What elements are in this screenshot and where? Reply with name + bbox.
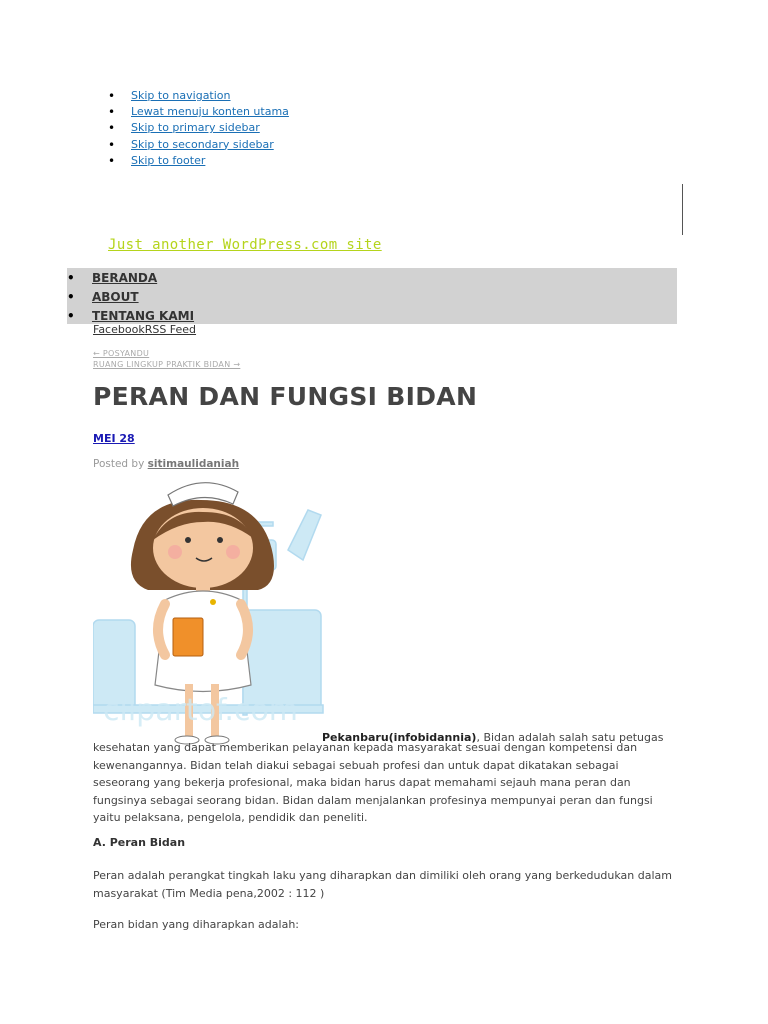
skip-link-item	[108, 120, 289, 136]
post-date-link[interactable]: MEI 28	[93, 432, 135, 445]
skip-to-secondary-sidebar-link[interactable]: Skip to secondary sidebar	[131, 137, 274, 151]
main-navigation	[67, 269, 194, 326]
skip-link-item	[108, 137, 289, 153]
skip-to-content-link[interactable]: Lewat menuju konten utama	[131, 105, 289, 119]
lead-bold-text: Pekanbaru(infobidannia)	[322, 731, 477, 744]
skip-link-item	[108, 104, 289, 120]
social-links	[93, 323, 196, 336]
post-paragraph-1: kesehatan yang dapat memberikan pelayanan kepada masyarakat sesuai dengan kompetensi dan kewenangannya. Bidan telah diakui sebagai sebuah profesi dan untuk dapat dikatakan sebagai seseorang yang bekerja profesional, maka bidan harus dapat memahami sejauh mana peran dan fungsinya sebagai seorang bidan. Bidan dalam menjalankan profesinya mempunyai peran dan fungsi yaitu pelaksana, pengelola, pendidik dan peneliti.	[93, 741, 653, 824]
rss-feed-link[interactable]: RSS Feed	[144, 323, 197, 336]
lead-rest-text: , Bidan adalah salah satu petugas	[476, 731, 664, 744]
nav-link-tentang-kami[interactable]: TENTANG KAMI	[92, 309, 195, 323]
image-watermark: clipartof.com	[103, 693, 299, 728]
posted-by-label: Posted by	[93, 458, 145, 470]
nav-link-about[interactable]: ABOUT	[92, 290, 139, 304]
nav-item-about	[67, 288, 194, 307]
skip-link-item	[108, 88, 289, 104]
section-heading-peran-bidan: A. Peran Bidan	[93, 836, 186, 849]
nav-item-beranda	[67, 269, 194, 288]
facebook-link[interactable]: Facebook	[93, 323, 145, 336]
skip-to-footer-link[interactable]: Skip to footer	[131, 153, 206, 167]
author-link[interactable]: sitimaulidaniah	[147, 458, 240, 470]
post-byline	[93, 458, 239, 470]
post-paragraph-3: Peran bidan yang diharapkan adalah:	[93, 918, 299, 931]
nav-link-beranda[interactable]: BERANDA	[92, 271, 158, 285]
post-date	[93, 432, 135, 445]
post-paragraph-2: Peran adalah perangkat tingkah laku yang diharapkan dan dimiliki oleh orang yang berkedudukan dalam masyarakat (Tim Media pena,2002 : 112 )	[93, 869, 673, 900]
previous-post-link[interactable]: ← POSYANDU	[93, 349, 150, 358]
next-post-link[interactable]: RUANG LINGKUP PRAKTIK BIDAN →	[93, 360, 241, 369]
skip-link-item	[108, 153, 289, 169]
site-tagline[interactable]: Just another WordPress.com site	[108, 237, 382, 253]
skip-links	[108, 88, 289, 169]
skip-to-primary-sidebar-link[interactable]: Skip to primary sidebar	[131, 121, 260, 135]
nurse-illustration	[93, 470, 325, 748]
skip-to-navigation-link[interactable]: Skip to navigation	[131, 89, 231, 102]
post-title: PERAN DAN FUNGSI BIDAN	[93, 382, 478, 411]
divider-line	[682, 184, 683, 235]
